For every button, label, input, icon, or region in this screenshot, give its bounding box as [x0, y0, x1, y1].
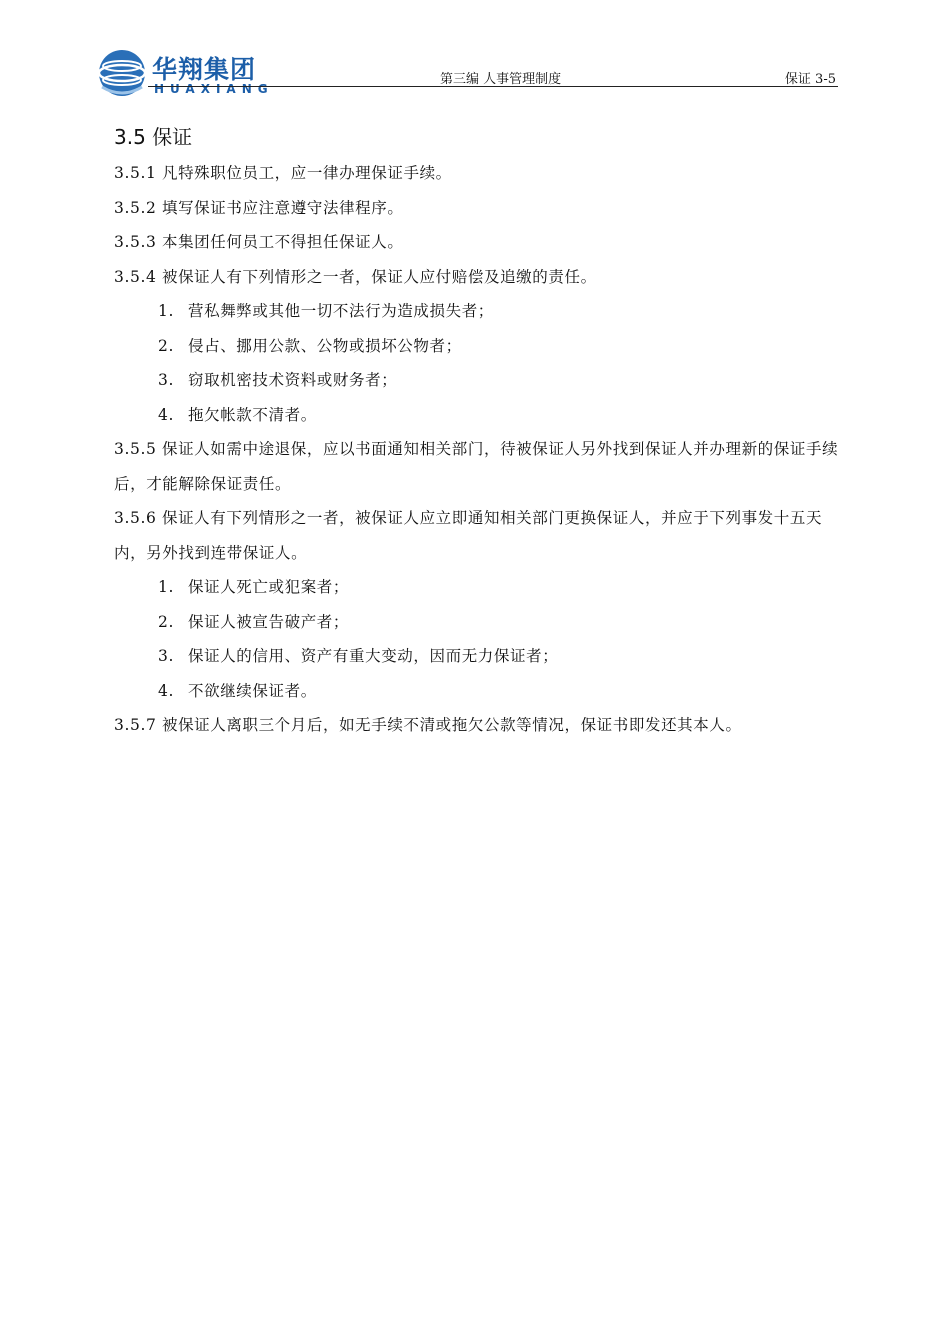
document-body — [114, 120, 854, 743]
list-item — [114, 363, 854, 398]
clause-3-5-6: 3.5.6 保证人有下列情形之一者，被保证人应立即通知相关部门更换保证人，并应于下列事发十五天内，另外找到连带保证人。 — [114, 509, 823, 562]
clause-3-5-2: 3.5.2 填写保证书应注意遵守法律程序。 — [114, 198, 404, 217]
section-heading: 3.5 保证 — [114, 125, 193, 149]
list-number: 1. — [158, 578, 174, 596]
globe-logo-icon — [96, 47, 148, 99]
logo-english-name: HUAXIANG — [154, 82, 274, 96]
list-number: 4. — [158, 405, 174, 424]
list-item — [114, 398, 854, 433]
page-header — [96, 42, 838, 100]
clause-3-5-1: 3.5.1 凡特殊职位员工，应一律办理保证手续。 — [114, 164, 452, 182]
company-logo — [96, 42, 276, 100]
list-text: 侵占、挪用公款、公物或损坏公物者； — [188, 336, 462, 355]
clause-3-5-7: 3.5.7 被保证人离职三个月后，如无手续不清或拖欠公款等情况，保证书即发还其本人。 — [114, 716, 742, 734]
list-text: 保证人的信用、资产有重大变动，因而无力保证者； — [188, 647, 559, 665]
list-number: 2. — [158, 336, 174, 355]
clause-3-5-4: 3.5.4 被保证人有下列情形之一者，保证人应付赔偿及追缴的责任。 — [114, 267, 597, 286]
list-text: 保证人死亡或犯案者； — [188, 578, 350, 596]
header-divider — [148, 86, 838, 87]
list-text: 窃取机密技术资料或财务者； — [188, 371, 398, 389]
list-number: 3. — [158, 371, 174, 389]
list-item — [114, 605, 854, 640]
list-item — [114, 570, 854, 605]
section-title: 第三编 人事管理制度 — [440, 72, 562, 87]
list-number: 2. — [158, 612, 174, 631]
list-text: 保证人被宣告破产者； — [188, 612, 350, 631]
list-item — [114, 639, 854, 674]
list-number: 4. — [158, 681, 174, 700]
list-text: 不欲继续保证者。 — [188, 681, 317, 700]
list-number: 1. — [158, 302, 174, 320]
logo-chinese-name: 华翔集团 — [152, 55, 257, 84]
list-text: 拖欠帐款不清者。 — [188, 405, 317, 424]
list-item — [114, 329, 854, 364]
list-number: 3. — [158, 647, 174, 665]
list-text: 营私舞弊或其他一切不法行为造成损失者； — [188, 302, 494, 320]
clause-3-5-5: 3.5.5 保证人如需中途退保，应以书面通知相关部门，待被保证人另外找到保证人并办理新的保证手续后，才能解除保证责任。 — [114, 440, 839, 493]
clause-3-5-3: 3.5.3 本集团任何员工不得担任保证人。 — [114, 233, 404, 251]
list-item — [114, 674, 854, 709]
list-item — [114, 294, 854, 329]
page-reference: 保证 3-5 — [784, 72, 836, 87]
